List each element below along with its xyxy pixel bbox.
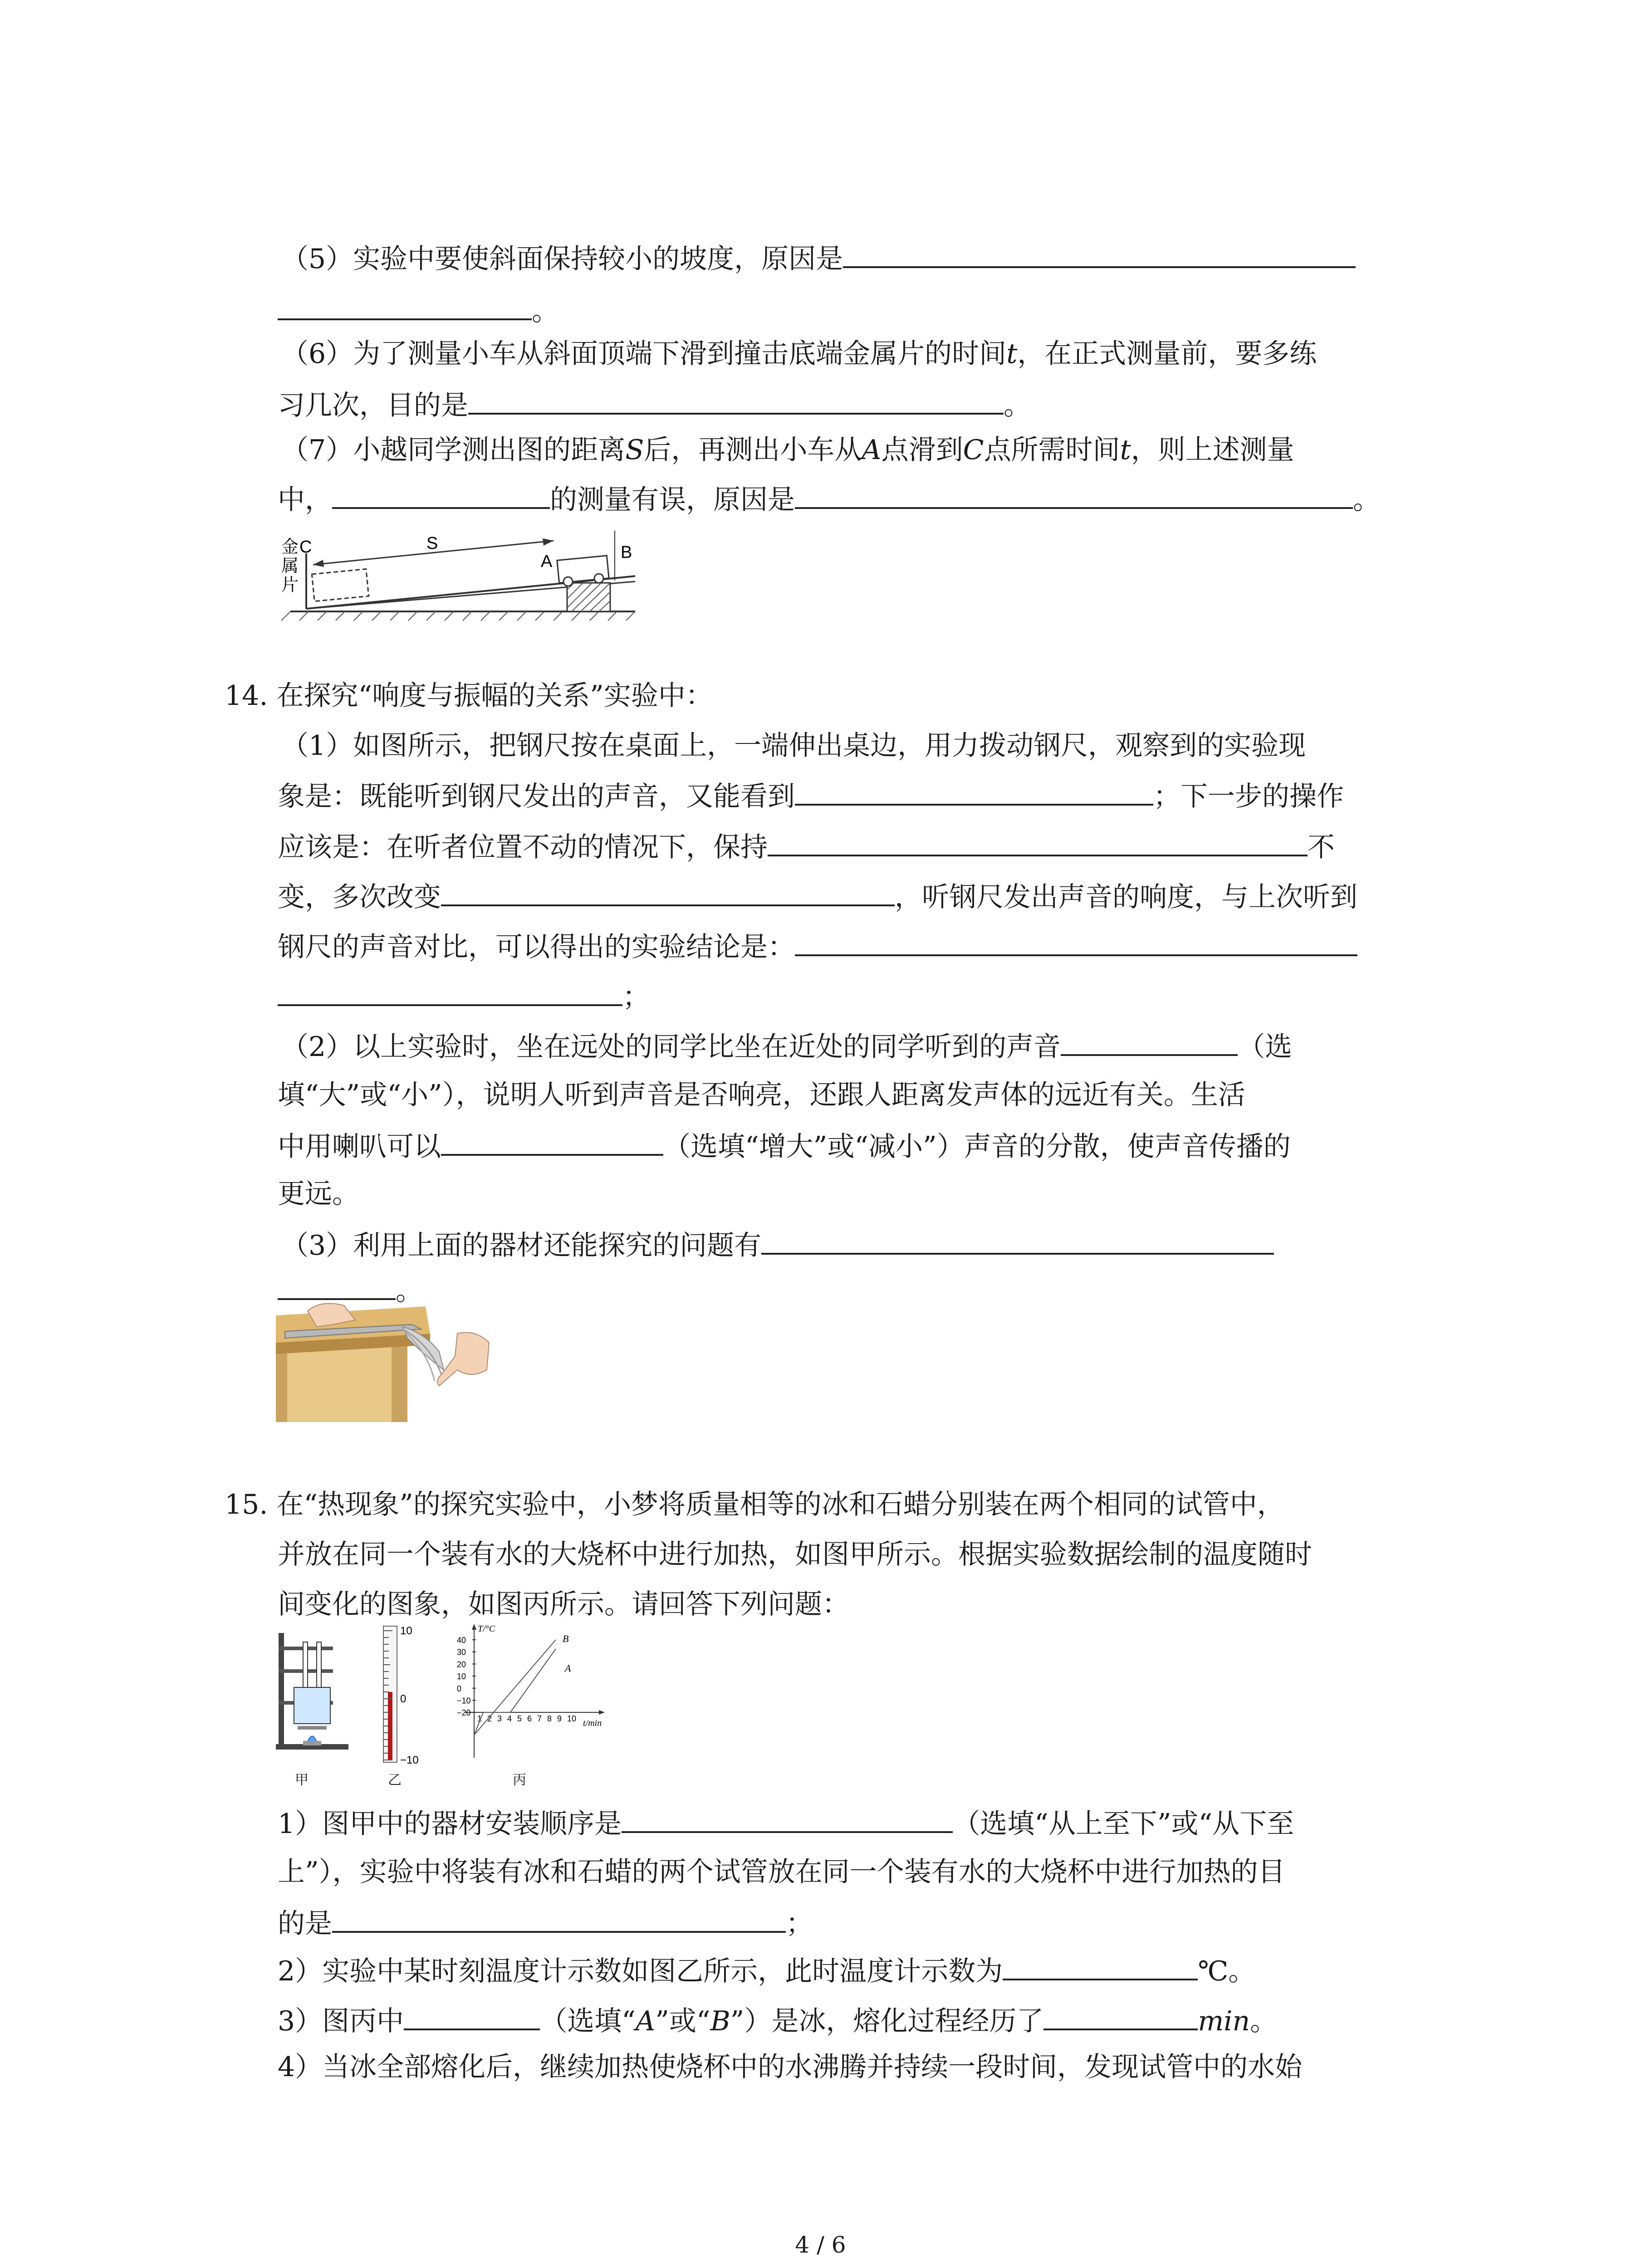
label-A: A xyxy=(541,552,553,571)
figure-bing-graph xyxy=(447,1622,615,1771)
plucking-hand xyxy=(437,1333,489,1386)
label-S: S xyxy=(426,534,438,553)
label-metal-3: 片 xyxy=(281,576,299,595)
q14-line-7a: （2）以上实验时，坐在远处的同学比坐在近处的同学听到的声音 xyxy=(281,1031,1061,1063)
q15-s1d: 的是 xyxy=(278,1908,332,1940)
q15-s1-line-1 xyxy=(278,1803,1294,1843)
q15-blank-2[interactable] xyxy=(332,1903,786,1933)
car-dashed xyxy=(312,569,368,601)
graph-x-tick-label: 2 xyxy=(487,1714,492,1723)
q14-line-2a: 象是：既能听到钢尺发出的声音，又能看到 xyxy=(278,781,795,812)
q14-line-3a: 应该是：在听者位置不动的情况下，保持 xyxy=(278,831,768,863)
q13-line-5b xyxy=(278,290,559,330)
q15-s1e: ； xyxy=(786,1908,813,1940)
q15-s1a: 1）图甲中的器材安装顺序是 xyxy=(278,1808,622,1840)
q15-s2 xyxy=(278,1950,1255,1990)
q14-title: 14. 在探究“响度与振幅的关系”实验中： xyxy=(225,680,713,712)
graph-x-tick-label: 7 xyxy=(537,1714,542,1723)
q14-line-4b: ，听钢尺发出声音的响度，与上次听到 xyxy=(895,881,1357,913)
graph-x-tick-label: 9 xyxy=(557,1714,562,1723)
q14-blank-7[interactable] xyxy=(761,1225,1274,1255)
q14-line-9 xyxy=(278,1126,1291,1166)
q13-6-var: t xyxy=(1006,338,1018,370)
q13-line-6b xyxy=(278,385,1031,425)
graph-label-B: B xyxy=(563,1633,569,1644)
q14-line-11-text: （3）利用上面的器材还能探究的问题有 xyxy=(281,1230,762,1261)
q14-line-9a: 中用喇叭可以 xyxy=(278,1131,441,1163)
q13-5-text: （5）实验中要使斜面保持较小的坡度，原因是 xyxy=(281,243,843,275)
curve-B xyxy=(474,1640,556,1735)
graph-x-tick-label: 8 xyxy=(547,1714,552,1723)
graph-x-label: t/min xyxy=(583,1718,602,1728)
graph-y-tick-label: −20 xyxy=(457,1708,471,1718)
caption-bing: 丙 xyxy=(513,1772,526,1788)
graph-y-tick-label: 30 xyxy=(457,1647,466,1657)
q14-blank-2[interactable] xyxy=(768,826,1308,856)
q13-7-text-e: ，则上述测量 xyxy=(1131,434,1294,466)
q13-6-text: （6）为了测量小车从斜面顶端下滑到撞击底端金属片的时间 xyxy=(281,338,1007,370)
graph-x-ticks xyxy=(477,1714,576,1723)
q13-5-end: 。 xyxy=(532,295,559,327)
graph-x-tick-label: 5 xyxy=(517,1714,522,1723)
q15-s3-A: A xyxy=(635,2005,656,2037)
q13-line-7b xyxy=(278,479,1380,519)
q14-blank-7-cont[interactable] xyxy=(278,1270,396,1300)
label-B: B xyxy=(621,543,632,562)
figure-yi-thermometer xyxy=(367,1622,431,1771)
q15-blank-3[interactable] xyxy=(1003,1950,1198,1980)
graph-label-A: A xyxy=(565,1662,571,1674)
graph-y-tick-label: 0 xyxy=(457,1684,462,1693)
q15-s3b: （选填“ xyxy=(540,2005,636,2037)
q13-line-6 xyxy=(281,335,1317,373)
q14-blank-1[interactable] xyxy=(795,776,1153,806)
q15-line-1: 15. 在“热现象”的探究实验中，小梦将质量相等的冰和石蜡分别装在两个相同的试管中， xyxy=(225,1489,1284,1520)
q13-line-5 xyxy=(281,238,1356,278)
q14-line-6 xyxy=(278,976,650,1016)
q14-blank-5[interactable] xyxy=(1061,1026,1238,1056)
q14-blank-3[interactable] xyxy=(441,876,895,906)
q15-line-3: 间变化的图象，如图丙所示。请回答下列问题： xyxy=(278,1589,849,1620)
q14-line-5 xyxy=(278,926,1357,966)
q13-6-blank[interactable] xyxy=(468,385,1004,415)
q13-7-text-d: 点所需时间 xyxy=(984,434,1120,466)
q14-line-2 xyxy=(278,776,1344,816)
q13-5-blank[interactable] xyxy=(843,238,1356,268)
label-C: C xyxy=(299,538,312,557)
caption-yi: 乙 xyxy=(388,1772,402,1788)
label-metal-2: 属 xyxy=(281,557,299,576)
q13-5-blank-cont[interactable] xyxy=(278,290,532,320)
q14-line-8: 填“大”或“小”），说明人听到声音是否响亮，还跟人距离发声体的远近有关。生活 xyxy=(278,1079,1245,1111)
incline-figure xyxy=(281,526,644,626)
q14-line-5a: 钢尺的声音对比，可以得出的实验结论是： xyxy=(278,931,795,963)
q13-7-A: A xyxy=(862,434,882,466)
q13-7-C: C xyxy=(963,434,984,466)
q15-s3c: ”或“ xyxy=(655,2005,710,2037)
q13-6-text-c: 习几次，目的是 xyxy=(278,390,468,421)
q13-7-text-c: 点滑到 xyxy=(881,434,963,466)
graph-y-tick-label: −10 xyxy=(457,1696,471,1706)
page-number: 4 / 6 xyxy=(795,2232,846,2258)
graph-y-tick-label: 40 xyxy=(457,1636,466,1645)
thermometer-label-0: 0 xyxy=(400,1693,407,1705)
q15-s2a: 2）实验中某时刻温度计示数如图乙所示，此时温度计示数为 xyxy=(278,1955,1003,1987)
graph-x-tick-label: 4 xyxy=(507,1714,512,1723)
q14-line-6-end: ； xyxy=(622,981,650,1013)
ruler-desk-figure xyxy=(276,1302,494,1424)
graph-x-tick-label: 3 xyxy=(497,1714,502,1723)
q15-blank-1[interactable] xyxy=(622,1803,953,1833)
graph-y-label: T/°C xyxy=(478,1624,495,1634)
q15-s1-line-2: 上”），实验中将装有冰和石蜡的两个试管放在同一个装有水的大烧杯中进行加热的目 xyxy=(278,1856,1285,1888)
graph-y-tick-label: 10 xyxy=(457,1672,466,1681)
q13-7-S: S xyxy=(625,434,644,466)
q13-7-text-g: 的测量有误，原因是 xyxy=(550,484,795,516)
q13-7-blank-1[interactable] xyxy=(332,479,550,509)
label-metal-1: 金 xyxy=(281,538,299,557)
q15-s3a: 3）图丙中 xyxy=(278,2005,404,2037)
q13-7-text-f: 中， xyxy=(278,484,332,516)
q15-s3-B: B xyxy=(710,2005,730,2037)
q14-blank-6[interactable] xyxy=(441,1126,663,1156)
q15-s3-unit: min xyxy=(1198,2005,1250,2037)
q14-line-9b: （选填“增大”或“减小”）声音的分散，使声音传播的 xyxy=(663,1131,1291,1163)
q15-s3d: ”）是冰，熔化过程经历了 xyxy=(730,2005,1044,2037)
q15-blank-5[interactable] xyxy=(1043,2000,1198,2030)
figure-jia-apparatus xyxy=(276,1633,353,1765)
q14-line-3b: 不 xyxy=(1308,831,1335,863)
q14-blank-4[interactable] xyxy=(795,926,1357,956)
q15-blank-4[interactable] xyxy=(404,2000,540,2030)
q13-7-t: t xyxy=(1120,434,1131,466)
q13-7-blank-2[interactable] xyxy=(795,479,1353,509)
q13-7-text: （7）小越同学测出图的距离 xyxy=(281,434,626,466)
q13-6-text-b: ，在正式测量前，要多练 xyxy=(1017,338,1317,370)
thermometer-label-minus10: −10 xyxy=(400,1754,419,1766)
q13-7-end: 。 xyxy=(1353,484,1380,516)
q15-s3e: 。 xyxy=(1250,2005,1278,2037)
curve-A xyxy=(474,1649,556,1735)
q14-line-4a: 变，多次改变 xyxy=(278,881,441,913)
graph-y-ticks xyxy=(457,1636,476,1717)
graph-x-tick-label: 6 xyxy=(527,1714,532,1723)
q14-line-10: 更远。 xyxy=(278,1178,359,1210)
q14-line-7 xyxy=(281,1026,1292,1066)
q14-line-12-end: 。 xyxy=(396,1275,423,1307)
graph-x-tick-label: 1 xyxy=(477,1714,482,1723)
graph-x-tick-label: 10 xyxy=(567,1714,577,1723)
q15-s1b: （选填“从上至下”或“从下至 xyxy=(953,1808,1294,1840)
q15-s4: 4）当冰全部熔化后，继续加热使烧杯中的水沸腾并持续一段时间，发现试管中的水始 xyxy=(278,2051,1303,2083)
q14-line-3 xyxy=(278,826,1335,866)
q13-line-7 xyxy=(281,431,1294,469)
q15-s2b: ℃。 xyxy=(1198,1955,1256,1987)
q13-6-end: 。 xyxy=(1004,390,1031,421)
q15-s3 xyxy=(278,2000,1277,2040)
q15-s1-line-3 xyxy=(278,1903,813,1943)
q14-line-2b: ；下一步的操作 xyxy=(1153,781,1344,812)
q14-blank-4-cont[interactable] xyxy=(278,976,622,1006)
q13-7-text-b: 后，再测出小车从 xyxy=(644,434,862,466)
caption-jia: 甲 xyxy=(295,1772,309,1788)
thermometer-label-10: 10 xyxy=(400,1625,412,1637)
q14-line-7b: （选 xyxy=(1238,1031,1293,1063)
q14-line-11 xyxy=(281,1225,1274,1265)
q14-line-4 xyxy=(278,876,1357,916)
graph-y-tick-label: 20 xyxy=(457,1660,466,1669)
beaker xyxy=(294,1687,330,1724)
q14-line-1: （1）如图所示，把钢尺按在桌面上，一端伸出桌边，用力拨动钢尺，观察到的实验现 xyxy=(281,730,1306,762)
q15-line-2: 并放在同一个装有水的大烧杯中进行加热，如图甲所示。根据实验数据绘制的温度随时 xyxy=(278,1539,1312,1570)
